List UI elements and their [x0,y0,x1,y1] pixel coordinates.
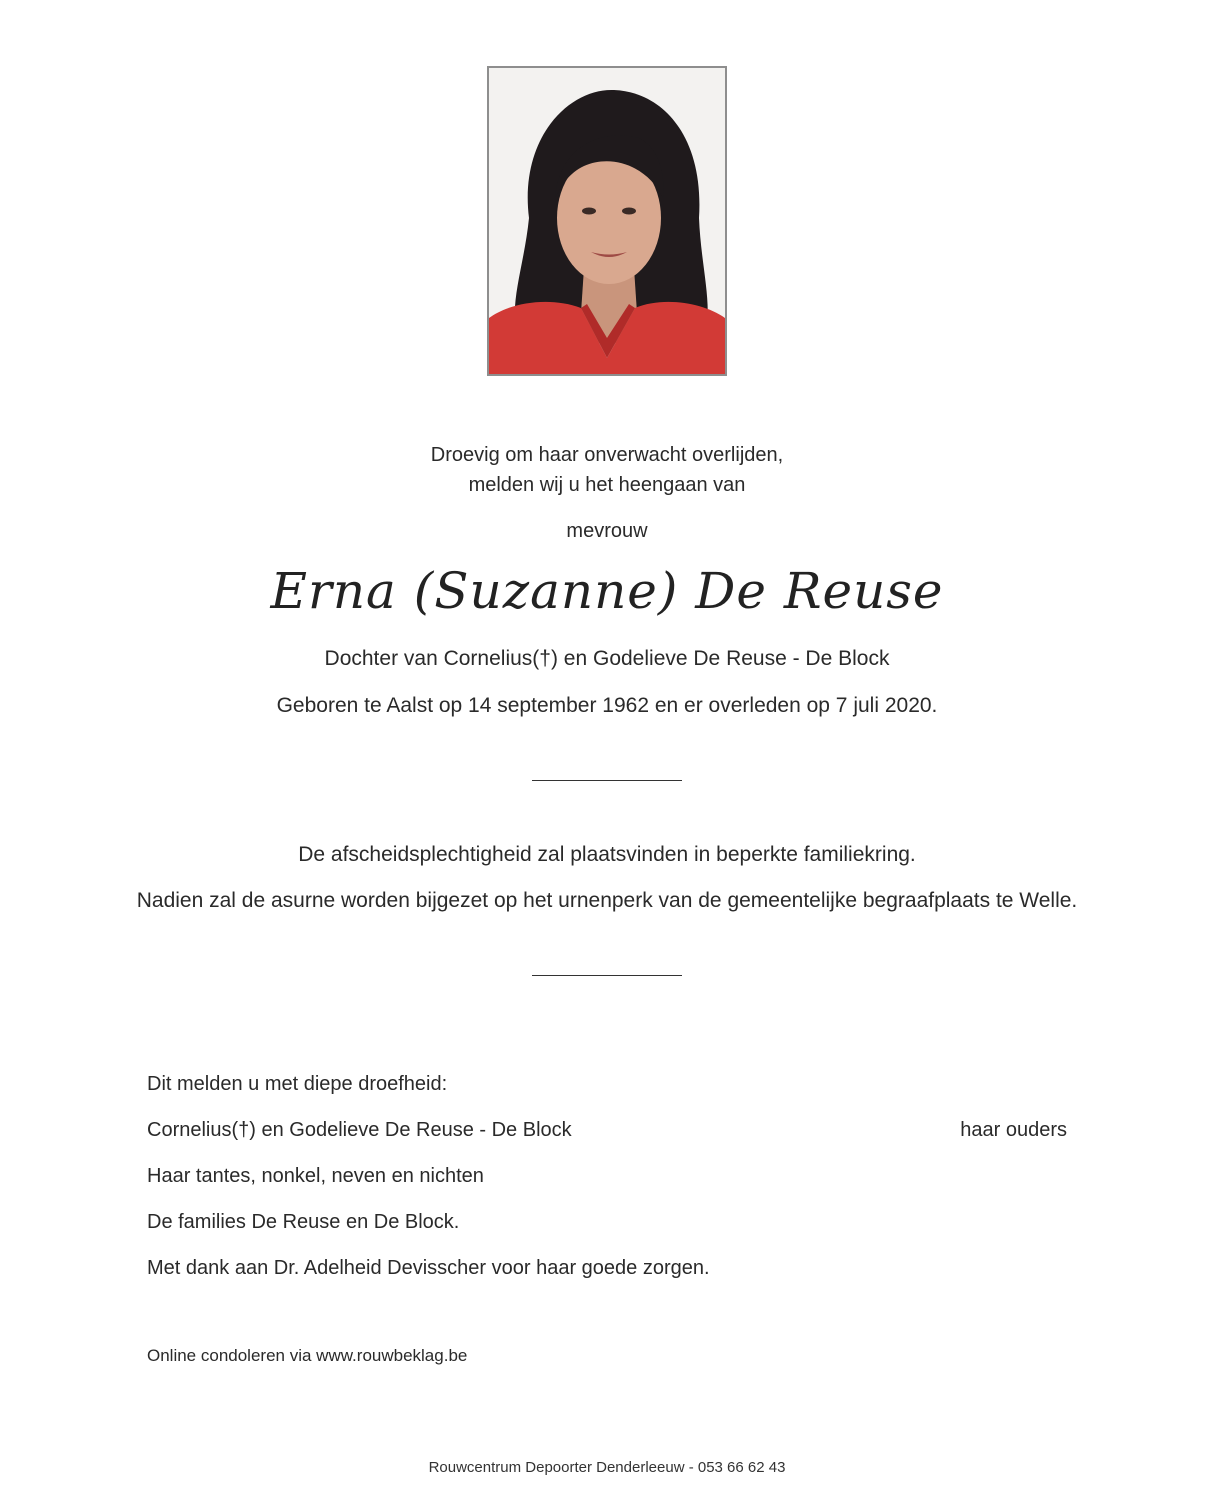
divider [532,780,682,781]
birth-death-line: Geboren te Aalst op 14 september 1962 en er overleden op 7 juli 2020. [276,694,938,717]
portrait-image [489,68,725,374]
online-condolence: Online condoleren via www.rouwbeklag.be [147,1346,468,1365]
footer-funeral-home: Rouwcentrum Depoorter Denderleeuw - 053 66 62 43 [428,1459,786,1476]
intro-line-2: melden wij u het heengaan van [468,474,746,496]
mourners-parents: Cornelius(†) en Godelieve De Reuse - De Block [147,1119,572,1141]
mourners-relatives: Haar tantes, nonkel, neven en nichten [147,1165,484,1187]
mourners-families: De families De Reuse en De Block. [147,1211,460,1233]
mourners-thanks: Met dank aan Dr. Adelheid Devisscher voor haar goede zorgen. [147,1257,710,1279]
divider [532,975,682,976]
deceased-name: Erna (Suzanne) De Reuse [270,562,944,620]
mourners-heading: Dit melden u met diepe droefheid: [147,1073,448,1095]
parents-line: Dochter van Cornelius(†) en Godelieve De Reuse - De Block [324,647,890,670]
portrait-photo [487,66,727,376]
ceremony-line-1: De afscheidsplechtigheid zal plaatsvinden in beperkte familiekring. [298,843,916,866]
mourners-parents-relation: haar ouders [960,1119,1067,1141]
title-mevrouw: mevrouw [566,520,648,542]
ceremony-line-2: Nadien zal de asurne worden bijgezet op het urnenperk van de gemeentelijke begraafplaats te Welle. [136,889,1078,912]
intro-line-1: Droevig om haar onverwacht overlijden, [430,444,784,466]
